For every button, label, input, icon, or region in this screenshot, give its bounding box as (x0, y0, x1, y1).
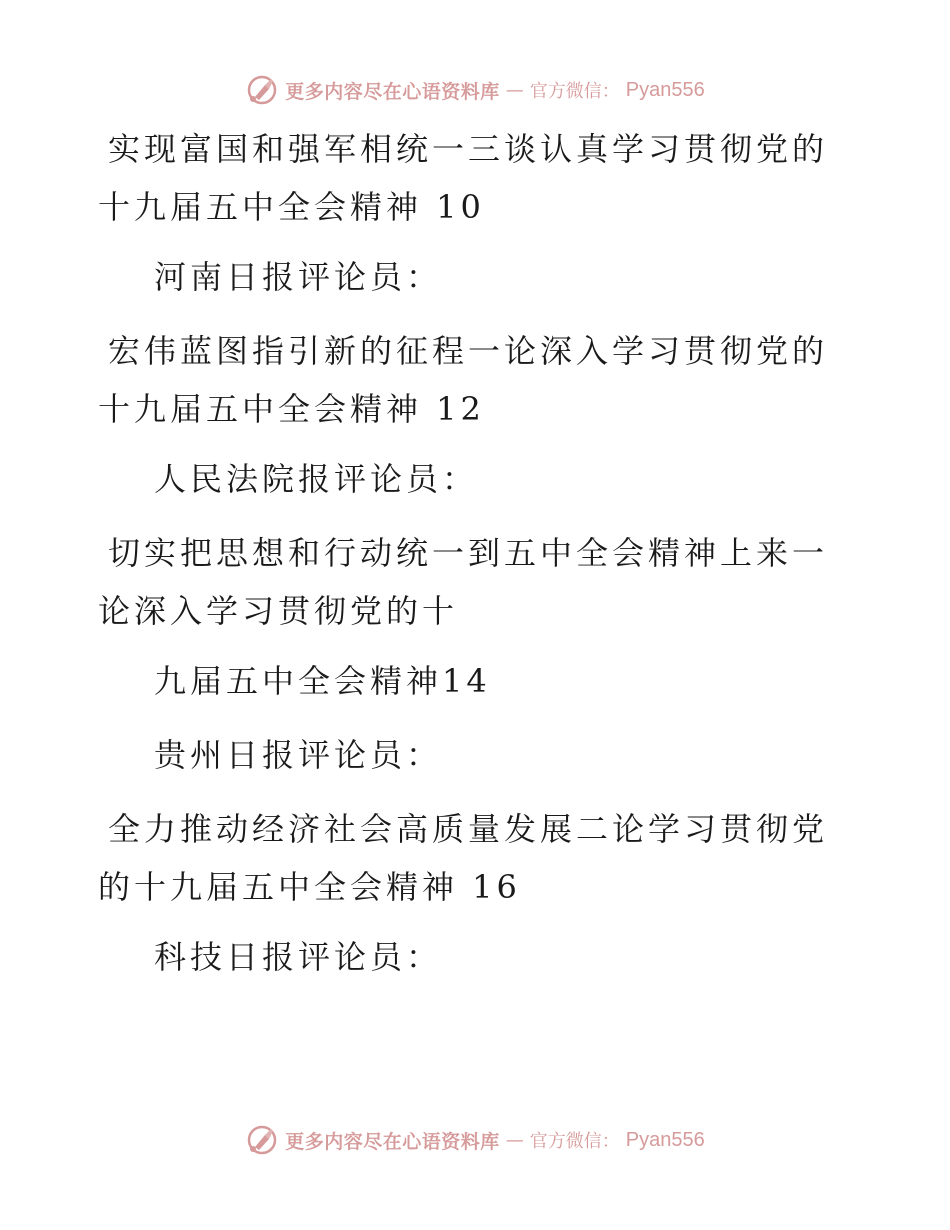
pen-nib-logo-icon (245, 1123, 279, 1157)
brand-dash: — (505, 1129, 524, 1151)
pen-nib-logo-icon (245, 73, 279, 107)
header-brand (0, 70, 950, 110)
wechat-label: 官方微信： (529, 1131, 620, 1152)
brand-text: 更多内容尽在心语资料库 (285, 1130, 500, 1153)
toc-entry-title-continued: 九届五中全会精神14 (154, 662, 491, 700)
toc-entry-title: 宏伟蓝图指引新的征程一论深入学习贯彻党的十九届五中全会精神 12 (98, 332, 829, 428)
toc-entry-author: 科技日报评论员： (154, 938, 443, 976)
wechat-id: Pyan556 (625, 1128, 705, 1151)
toc-entry-title: 实现富国和强军相统一三谈认真学习贯彻党的十九届五中全会精神 10 (98, 130, 829, 226)
toc-entry-author: 河南日报评论员： (154, 258, 443, 296)
wechat-id: Pyan556 (625, 78, 705, 101)
toc-entry-title: 全力推动经济社会高质量发展二论学习贯彻党的十九届五中全会精神 16 (98, 810, 829, 906)
toc-entry-author: 人民法院报评论员： (154, 460, 479, 498)
footer-brand (0, 1120, 950, 1160)
brand-text: 更多内容尽在心语资料库 (285, 80, 500, 103)
wechat-label: 官方微信： (529, 81, 620, 102)
brand-dash: — (505, 79, 524, 101)
toc-content (98, 120, 828, 1002)
toc-entry-title: 切实把思想和行动统一到五中全会精神上来一论深入学习贯彻党的十 (98, 534, 829, 630)
toc-entry-author: 贵州日报评论员： (154, 736, 443, 774)
